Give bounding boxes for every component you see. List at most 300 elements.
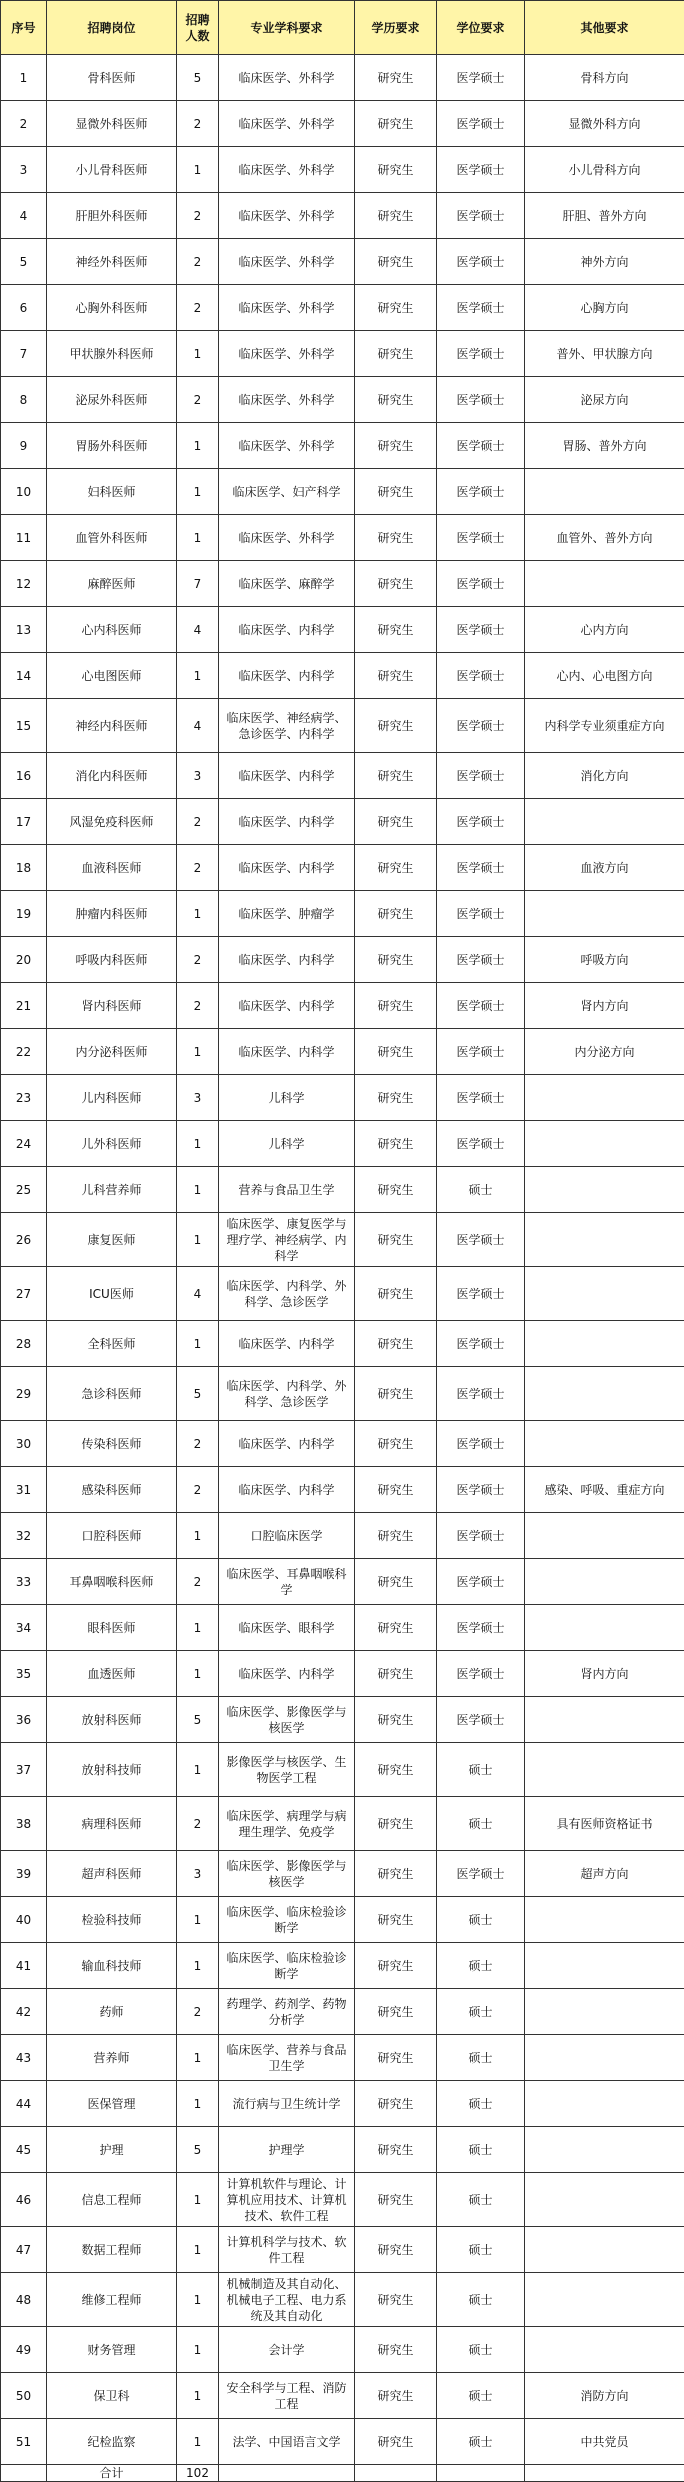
cell-other: 消防方向 <box>525 2373 684 2419</box>
cell-major: 临床医学、内科学 <box>219 845 355 891</box>
cell-education: 研究生 <box>355 1467 437 1513</box>
table-row <box>1 1559 684 1605</box>
cell-degree: 医学硕士 <box>437 515 525 561</box>
table-row <box>1 1421 684 1467</box>
header-position: 招聘岗位 <box>47 1 177 55</box>
cell-other <box>525 1743 684 1797</box>
table-row <box>1 1943 684 1989</box>
cell-major: 护理学 <box>219 2127 355 2173</box>
cell-count: 1 <box>177 331 219 377</box>
cell-degree: 医学硕士 <box>437 377 525 423</box>
cell-no: 30 <box>1 1421 47 1467</box>
cell-no: 38 <box>1 1797 47 1851</box>
cell-education: 研究生 <box>355 2127 437 2173</box>
cell-count: 1 <box>177 2373 219 2419</box>
table-row <box>1 891 684 937</box>
table-row <box>1 1989 684 2035</box>
cell-major: 影像医学与核医学、生物医学工程 <box>219 1743 355 1797</box>
cell-education: 研究生 <box>355 1559 437 1605</box>
cell-major: 临床医学、眼科学 <box>219 1605 355 1651</box>
cell-position: 血管外科医师 <box>47 515 177 561</box>
table-row <box>1 1797 684 1851</box>
table-row <box>1 1851 684 1897</box>
cell-no: 42 <box>1 1989 47 2035</box>
cell-major: 临床医学、外科学 <box>219 285 355 331</box>
cell-major: 临床医学、影像医学与核医学 <box>219 1697 355 1743</box>
cell-other: 小儿骨科方向 <box>525 147 684 193</box>
cell-other <box>525 1605 684 1651</box>
cell-degree: 医学硕士 <box>437 1367 525 1421</box>
cell-major: 临床医学、外科学 <box>219 423 355 469</box>
cell-degree: 医学硕士 <box>437 1421 525 1467</box>
cell-major: 临床医学、内科学、外科学、急诊医学 <box>219 1267 355 1321</box>
cell-no: 15 <box>1 699 47 753</box>
cell-position: 肝胆外科医师 <box>47 193 177 239</box>
cell-count: 1 <box>177 2327 219 2373</box>
cell-education: 研究生 <box>355 1989 437 2035</box>
cell-degree: 硕士 <box>437 2173 525 2227</box>
cell-other: 神外方向 <box>525 239 684 285</box>
cell-major: 法学、中国语言文学 <box>219 2419 355 2465</box>
cell-count: 5 <box>177 2127 219 2173</box>
table-row <box>1 1121 684 1167</box>
cell-degree: 硕士 <box>437 1897 525 1943</box>
cell-other: 普外、甲状腺方向 <box>525 331 684 377</box>
cell-no: 51 <box>1 2419 47 2465</box>
cell-position: 药师 <box>47 1989 177 2035</box>
cell-no: 9 <box>1 423 47 469</box>
total-row <box>1 2465 684 2482</box>
header-major: 专业学科要求 <box>219 1 355 55</box>
cell-position: 肾内科医师 <box>47 983 177 1029</box>
cell-no: 40 <box>1 1897 47 1943</box>
table-row <box>1 1743 684 1797</box>
cell-other: 感染、呼吸、重症方向 <box>525 1467 684 1513</box>
cell-other: 骨科方向 <box>525 55 684 101</box>
cell-major: 安全科学与工程、消防工程 <box>219 2373 355 2419</box>
cell-major: 临床医学、营养与食品卫生学 <box>219 2035 355 2081</box>
cell-education: 研究生 <box>355 983 437 1029</box>
cell-major: 临床医学、外科学 <box>219 239 355 285</box>
cell-other <box>525 799 684 845</box>
cell-other: 血管外、普外方向 <box>525 515 684 561</box>
header-row <box>1 1 684 55</box>
cell-position: 儿科营养师 <box>47 1167 177 1213</box>
cell-degree: 医学硕士 <box>437 799 525 845</box>
cell-education: 研究生 <box>355 1897 437 1943</box>
total-empty-other <box>525 2465 684 2482</box>
cell-degree: 硕士 <box>437 2227 525 2273</box>
cell-count: 2 <box>177 101 219 147</box>
cell-other <box>525 1267 684 1321</box>
cell-degree: 硕士 <box>437 2127 525 2173</box>
cell-no: 6 <box>1 285 47 331</box>
cell-no: 35 <box>1 1651 47 1697</box>
cell-education: 研究生 <box>355 2419 437 2465</box>
cell-major: 临床医学、内科学 <box>219 799 355 845</box>
cell-major: 临床医学、内科学 <box>219 1651 355 1697</box>
cell-count: 2 <box>177 1467 219 1513</box>
cell-other: 泌尿方向 <box>525 377 684 423</box>
table-row <box>1 377 684 423</box>
cell-major: 临床医学、外科学 <box>219 147 355 193</box>
cell-position: 神经外科医师 <box>47 239 177 285</box>
table-row <box>1 1651 684 1697</box>
cell-count: 1 <box>177 1605 219 1651</box>
cell-other <box>525 1897 684 1943</box>
cell-degree: 医学硕士 <box>437 193 525 239</box>
cell-other <box>525 891 684 937</box>
cell-major: 儿科学 <box>219 1075 355 1121</box>
cell-position: 耳鼻咽喉科医师 <box>47 1559 177 1605</box>
cell-major: 临床医学、康复医学与理疗学、神经病学、内科学 <box>219 1213 355 1267</box>
total-blank <box>1 2465 47 2482</box>
table-row <box>1 653 684 699</box>
cell-count: 1 <box>177 1121 219 1167</box>
cell-major: 临床医学、影像医学与核医学 <box>219 1851 355 1897</box>
cell-degree: 医学硕士 <box>437 423 525 469</box>
header-no: 序号 <box>1 1 47 55</box>
cell-no: 47 <box>1 2227 47 2273</box>
cell-education: 研究生 <box>355 1513 437 1559</box>
cell-no: 8 <box>1 377 47 423</box>
cell-education: 研究生 <box>355 1797 437 1851</box>
cell-position: 财务管理 <box>47 2327 177 2373</box>
cell-major: 临床医学、内科学 <box>219 607 355 653</box>
cell-no: 44 <box>1 2081 47 2127</box>
cell-major: 计算机软件与理论、计算机应用技术、计算机技术、软件工程 <box>219 2173 355 2227</box>
table-row <box>1 1897 684 1943</box>
cell-education: 研究生 <box>355 1943 437 1989</box>
cell-education: 研究生 <box>355 799 437 845</box>
cell-degree: 医学硕士 <box>437 55 525 101</box>
cell-count: 1 <box>177 469 219 515</box>
cell-degree: 医学硕士 <box>437 1697 525 1743</box>
cell-count: 2 <box>177 377 219 423</box>
cell-no: 4 <box>1 193 47 239</box>
cell-other: 心胸方向 <box>525 285 684 331</box>
cell-degree: 医学硕士 <box>437 1321 525 1367</box>
table-row <box>1 55 684 101</box>
table-row <box>1 2273 684 2327</box>
cell-count: 1 <box>177 2173 219 2227</box>
cell-education: 研究生 <box>355 55 437 101</box>
cell-other: 超声方向 <box>525 1851 684 1897</box>
cell-other: 胃肠、普外方向 <box>525 423 684 469</box>
cell-position: 心内科医师 <box>47 607 177 653</box>
cell-education: 研究生 <box>355 331 437 377</box>
cell-education: 研究生 <box>355 423 437 469</box>
header-degree: 学位要求 <box>437 1 525 55</box>
cell-position: 麻醉医师 <box>47 561 177 607</box>
cell-education: 研究生 <box>355 1029 437 1075</box>
cell-education: 研究生 <box>355 1213 437 1267</box>
cell-education: 研究生 <box>355 2273 437 2327</box>
cell-degree: 医学硕士 <box>437 1267 525 1321</box>
cell-position: 营养师 <box>47 2035 177 2081</box>
cell-major: 口腔临床医学 <box>219 1513 355 1559</box>
cell-degree: 医学硕士 <box>437 1121 525 1167</box>
cell-major: 临床医学、内科学 <box>219 1029 355 1075</box>
cell-position: 胃肠外科医师 <box>47 423 177 469</box>
cell-position: 血液科医师 <box>47 845 177 891</box>
cell-education: 研究生 <box>355 699 437 753</box>
cell-degree: 医学硕士 <box>437 331 525 377</box>
table-row <box>1 699 684 753</box>
cell-education: 研究生 <box>355 845 437 891</box>
cell-other <box>525 1367 684 1421</box>
table-row <box>1 1367 684 1421</box>
cell-other <box>525 1989 684 2035</box>
cell-count: 4 <box>177 1267 219 1321</box>
cell-count: 1 <box>177 1743 219 1797</box>
cell-no: 25 <box>1 1167 47 1213</box>
cell-position: 血透医师 <box>47 1651 177 1697</box>
cell-degree: 医学硕士 <box>437 653 525 699</box>
cell-major: 临床医学、外科学 <box>219 55 355 101</box>
table-row <box>1 2373 684 2419</box>
cell-count: 4 <box>177 607 219 653</box>
table-row <box>1 1467 684 1513</box>
cell-education: 研究生 <box>355 1743 437 1797</box>
cell-education: 研究生 <box>355 1851 437 1897</box>
cell-other <box>525 2273 684 2327</box>
cell-count: 2 <box>177 193 219 239</box>
cell-other: 显微外科方向 <box>525 101 684 147</box>
cell-count: 2 <box>177 1559 219 1605</box>
cell-other <box>525 1121 684 1167</box>
cell-other <box>525 2173 684 2227</box>
cell-other: 肾内方向 <box>525 1651 684 1697</box>
cell-education: 研究生 <box>355 101 437 147</box>
cell-count: 2 <box>177 239 219 285</box>
cell-no: 24 <box>1 1121 47 1167</box>
cell-major: 临床医学、内科学、外科学、急诊医学 <box>219 1367 355 1421</box>
table-row <box>1 423 684 469</box>
table-row <box>1 1697 684 1743</box>
cell-no: 41 <box>1 1943 47 1989</box>
table-row <box>1 1029 684 1075</box>
cell-no: 48 <box>1 2273 47 2327</box>
table-row <box>1 331 684 377</box>
cell-count: 2 <box>177 983 219 1029</box>
table-row <box>1 753 684 799</box>
table-row <box>1 193 684 239</box>
cell-position: 信息工程师 <box>47 2173 177 2227</box>
cell-count: 2 <box>177 1797 219 1851</box>
cell-other: 内分泌方向 <box>525 1029 684 1075</box>
cell-major: 会计学 <box>219 2327 355 2373</box>
cell-major: 计算机科学与技术、软件工程 <box>219 2227 355 2273</box>
cell-degree: 硕士 <box>437 2327 525 2373</box>
cell-position: 口腔科医师 <box>47 1513 177 1559</box>
cell-other: 肾内方向 <box>525 983 684 1029</box>
total-count: 102 <box>177 2465 219 2482</box>
cell-no: 36 <box>1 1697 47 1743</box>
cell-count: 2 <box>177 285 219 331</box>
total-empty-education <box>355 2465 437 2482</box>
cell-position: ICU医师 <box>47 1267 177 1321</box>
cell-degree: 医学硕士 <box>437 285 525 331</box>
table-row <box>1 561 684 607</box>
cell-other: 内科学专业须重症方向 <box>525 699 684 753</box>
cell-degree: 硕士 <box>437 1989 525 2035</box>
cell-no: 20 <box>1 937 47 983</box>
total-label: 合计 <box>47 2465 177 2482</box>
cell-no: 49 <box>1 2327 47 2373</box>
cell-major: 机械制造及其自动化、机械电子工程、电力系统及其自动化 <box>219 2273 355 2327</box>
cell-count: 1 <box>177 1167 219 1213</box>
cell-no: 50 <box>1 2373 47 2419</box>
cell-no: 7 <box>1 331 47 377</box>
cell-major: 临床医学、临床检验诊断学 <box>219 1897 355 1943</box>
total-empty-major <box>219 2465 355 2482</box>
cell-position: 儿外科医师 <box>47 1121 177 1167</box>
cell-position: 纪检监察 <box>47 2419 177 2465</box>
cell-position: 超声科医师 <box>47 1851 177 1897</box>
cell-other <box>525 1559 684 1605</box>
cell-major: 临床医学、麻醉学 <box>219 561 355 607</box>
cell-position: 检验科技师 <box>47 1897 177 1943</box>
cell-degree: 硕士 <box>437 2081 525 2127</box>
cell-major: 临床医学、内科学 <box>219 653 355 699</box>
table-row <box>1 1075 684 1121</box>
cell-no: 1 <box>1 55 47 101</box>
cell-degree: 医学硕士 <box>437 607 525 653</box>
cell-other <box>525 1697 684 1743</box>
cell-no: 34 <box>1 1605 47 1651</box>
cell-degree: 硕士 <box>437 1943 525 1989</box>
cell-other: 中共党员 <box>525 2419 684 2465</box>
cell-position: 神经内科医师 <box>47 699 177 753</box>
cell-education: 研究生 <box>355 1167 437 1213</box>
cell-position: 放射科技师 <box>47 1743 177 1797</box>
cell-other <box>525 2327 684 2373</box>
cell-no: 45 <box>1 2127 47 2173</box>
cell-education: 研究生 <box>355 2035 437 2081</box>
cell-major: 临床医学、内科学 <box>219 1467 355 1513</box>
cell-education: 研究生 <box>355 515 437 561</box>
cell-education: 研究生 <box>355 561 437 607</box>
cell-other <box>525 1421 684 1467</box>
cell-other <box>525 1513 684 1559</box>
cell-degree: 医学硕士 <box>437 469 525 515</box>
cell-other <box>525 2035 684 2081</box>
cell-other: 心内、心电图方向 <box>525 653 684 699</box>
cell-other <box>525 561 684 607</box>
cell-major: 临床医学、内科学 <box>219 983 355 1029</box>
cell-other: 消化方向 <box>525 753 684 799</box>
cell-count: 1 <box>177 2273 219 2327</box>
cell-other: 呼吸方向 <box>525 937 684 983</box>
cell-count: 1 <box>177 653 219 699</box>
table-row <box>1 469 684 515</box>
table-row <box>1 1267 684 1321</box>
cell-education: 研究生 <box>355 2173 437 2227</box>
cell-other: 具有医师资格证书 <box>525 1797 684 1851</box>
cell-education: 研究生 <box>355 607 437 653</box>
cell-count: 1 <box>177 1943 219 1989</box>
cell-no: 28 <box>1 1321 47 1367</box>
cell-degree: 医学硕士 <box>437 1559 525 1605</box>
table-row <box>1 2173 684 2227</box>
cell-no: 46 <box>1 2173 47 2227</box>
cell-education: 研究生 <box>355 1367 437 1421</box>
cell-degree: 医学硕士 <box>437 753 525 799</box>
cell-count: 1 <box>177 891 219 937</box>
cell-count: 5 <box>177 1367 219 1421</box>
cell-position: 传染科医师 <box>47 1421 177 1467</box>
cell-education: 研究生 <box>355 1075 437 1121</box>
cell-no: 39 <box>1 1851 47 1897</box>
cell-major: 临床医学、神经病学、急诊医学、内科学 <box>219 699 355 753</box>
cell-no: 11 <box>1 515 47 561</box>
cell-degree: 医学硕士 <box>437 1513 525 1559</box>
cell-education: 研究生 <box>355 2227 437 2273</box>
table-row <box>1 1513 684 1559</box>
cell-no: 3 <box>1 147 47 193</box>
cell-no: 29 <box>1 1367 47 1421</box>
cell-major: 儿科学 <box>219 1121 355 1167</box>
cell-position: 呼吸内科医师 <box>47 937 177 983</box>
cell-count: 3 <box>177 753 219 799</box>
cell-count: 1 <box>177 1897 219 1943</box>
cell-degree: 医学硕士 <box>437 1605 525 1651</box>
cell-no: 33 <box>1 1559 47 1605</box>
cell-education: 研究生 <box>355 1121 437 1167</box>
cell-position: 儿内科医师 <box>47 1075 177 1121</box>
cell-count: 1 <box>177 1651 219 1697</box>
cell-count: 3 <box>177 1075 219 1121</box>
cell-degree: 医学硕士 <box>437 845 525 891</box>
cell-position: 护理 <box>47 2127 177 2173</box>
cell-degree: 硕士 <box>437 1797 525 1851</box>
cell-no: 2 <box>1 101 47 147</box>
cell-education: 研究生 <box>355 1697 437 1743</box>
cell-education: 研究生 <box>355 193 437 239</box>
total-empty-degree <box>437 2465 525 2482</box>
cell-degree: 医学硕士 <box>437 983 525 1029</box>
cell-major: 临床医学、内科学 <box>219 1321 355 1367</box>
cell-position: 保卫科 <box>47 2373 177 2419</box>
cell-degree: 医学硕士 <box>437 147 525 193</box>
cell-position: 急诊科医师 <box>47 1367 177 1421</box>
cell-count: 7 <box>177 561 219 607</box>
cell-no: 5 <box>1 239 47 285</box>
table-row <box>1 101 684 147</box>
cell-no: 23 <box>1 1075 47 1121</box>
cell-education: 研究生 <box>355 239 437 285</box>
cell-position: 心电图医师 <box>47 653 177 699</box>
cell-no: 21 <box>1 983 47 1029</box>
cell-other <box>525 1943 684 1989</box>
cell-major: 营养与食品卫生学 <box>219 1167 355 1213</box>
header-count: 招聘人数 <box>177 1 219 55</box>
cell-education: 研究生 <box>355 2373 437 2419</box>
cell-count: 5 <box>177 55 219 101</box>
cell-education: 研究生 <box>355 1605 437 1651</box>
cell-major: 临床医学、外科学 <box>219 101 355 147</box>
cell-education: 研究生 <box>355 469 437 515</box>
table-row <box>1 1321 684 1367</box>
cell-other <box>525 1167 684 1213</box>
cell-education: 研究生 <box>355 2327 437 2373</box>
cell-education: 研究生 <box>355 1651 437 1697</box>
cell-degree: 医学硕士 <box>437 1651 525 1697</box>
cell-count: 2 <box>177 1421 219 1467</box>
table-row <box>1 983 684 1029</box>
cell-education: 研究生 <box>355 753 437 799</box>
